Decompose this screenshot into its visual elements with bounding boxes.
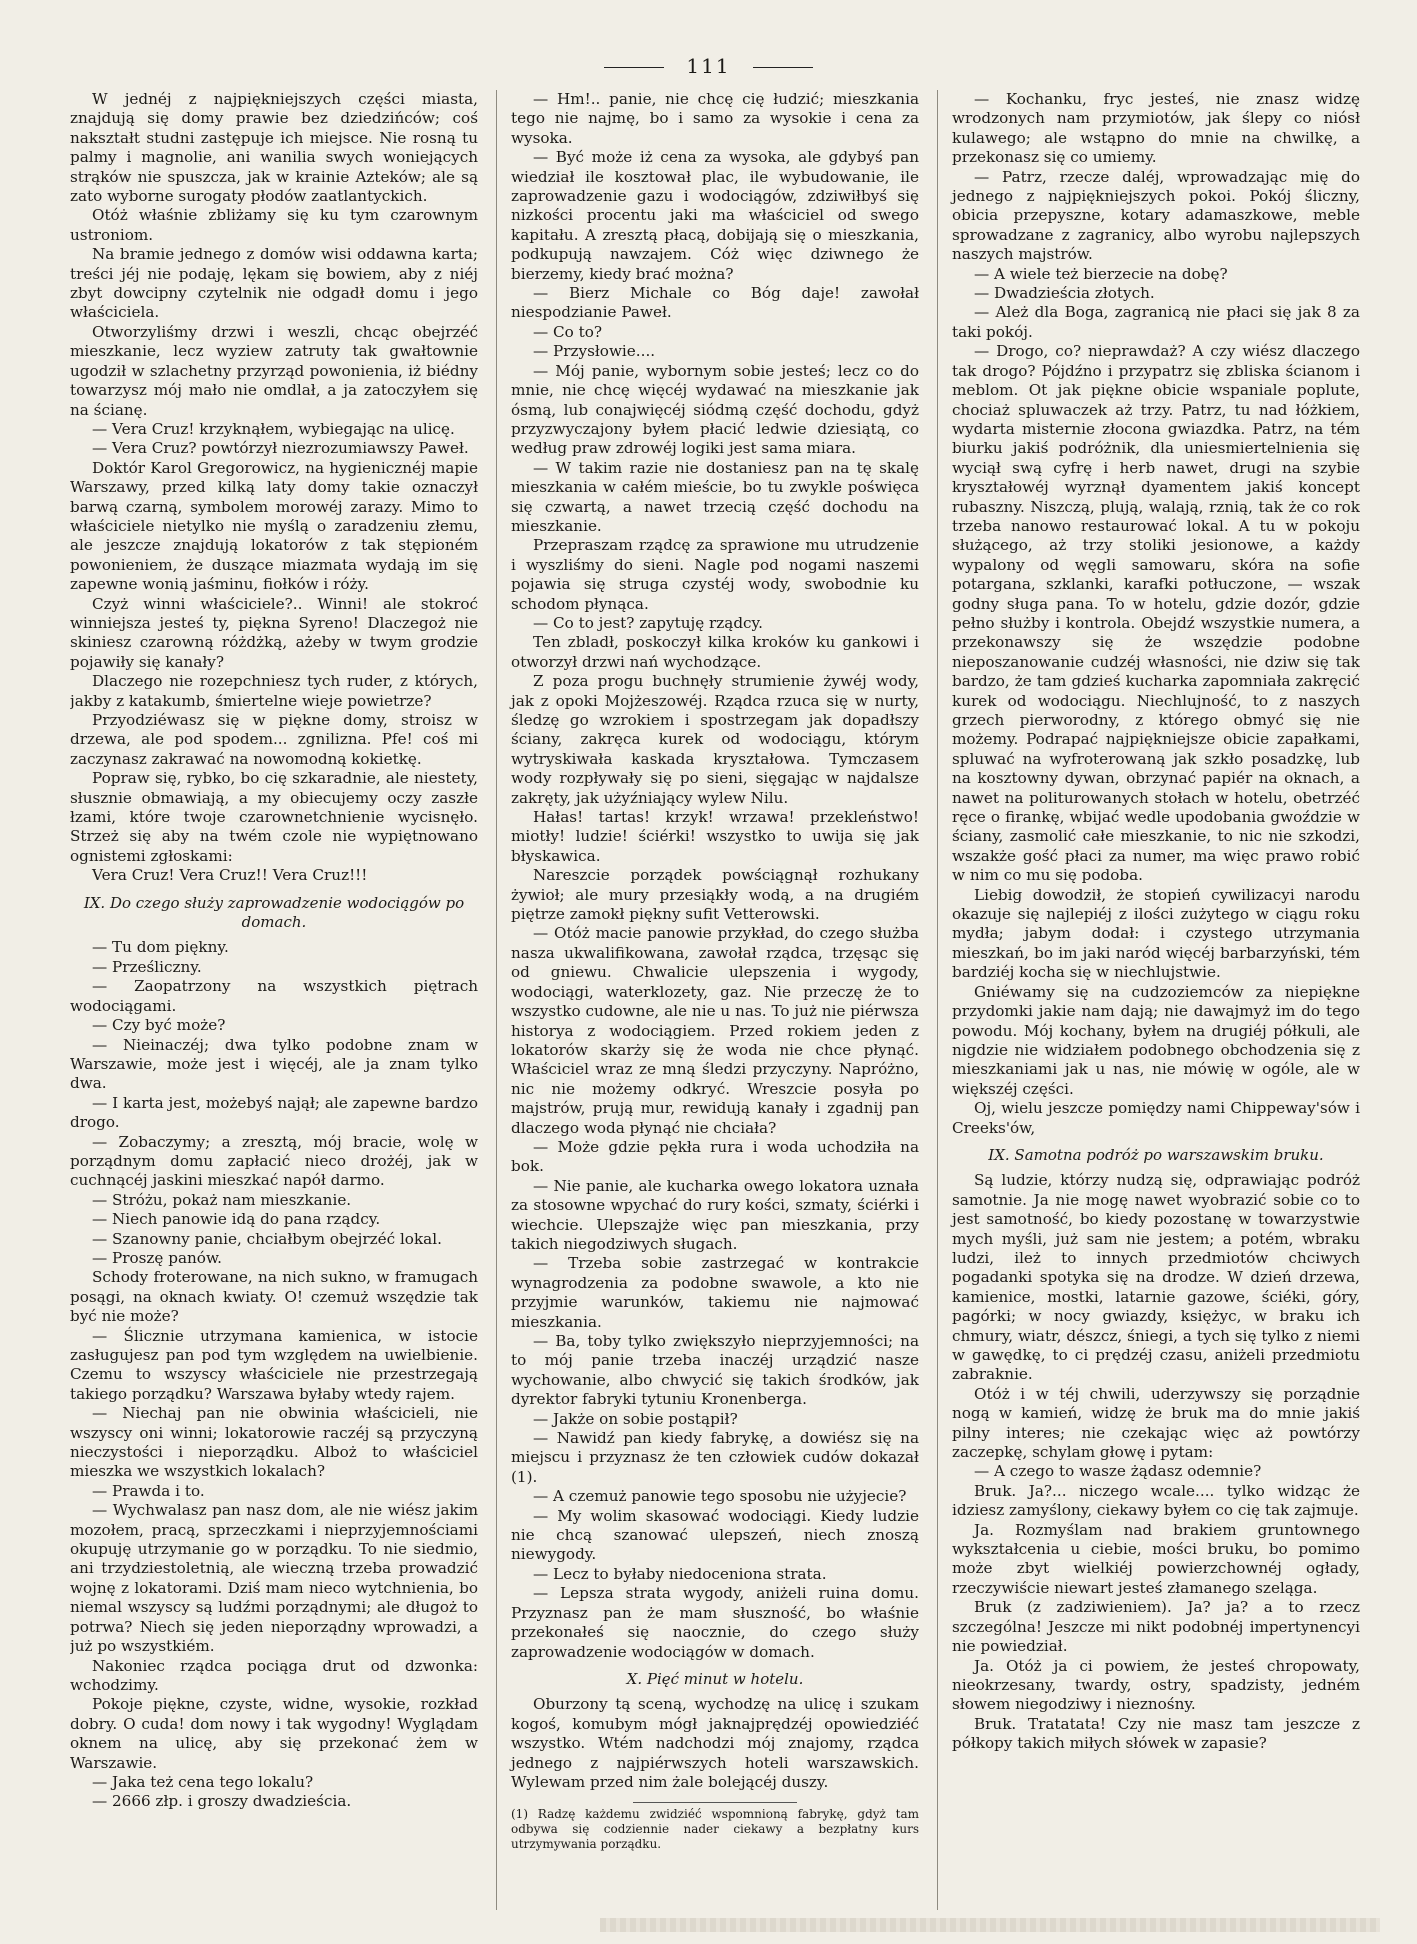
paragraph: — Zaopatrzony na wszystkich piętrach wodociągami.: [70, 977, 478, 1015]
text-columns: [70, 90, 1360, 1910]
paragraph: — Zobaczymy; a zresztą, mój bracie, wolę w porządnym domu zapłacić nieco drożéj, jak w cuchnącéj jaskini mieszkać napół darmo.: [70, 1132, 478, 1190]
paragraph: Popraw się, rybko, bo cię szkaradnie, ale niestety, słusznie obmawiają, a my obiecujemy oczy zaszłe łzami, które twoje czarownetchnienie wycisnęło. Strzeż się aby na twém czole nie wypiętnowano ognistemi zgłoskami:: [70, 769, 478, 865]
paragraph: Ja. Rozmyślam nad brakiem gruntownego wykształcenia u ciebie, mości bruku, bo pomimo może zbyt wielkiéj powierzchownéj ogłady, rzeczywiście niewart jesteś złamanego szeląga.: [952, 1520, 1360, 1597]
paragraph: — Szanowny panie, chciałbym obejrzéć lokal.: [92, 1229, 442, 1248]
paragraph: Oj, wielu jeszcze pomiędzy nami Chippeway'sów i Creeks'ów,: [952, 1099, 1360, 1137]
paragraph: — Ależ dla Boga, zagranicą nie płaci się jak 8 za taki pokój.: [952, 303, 1360, 341]
paragraph: — Wychwalasz pan nasz dom, ale nie wiész jakim mozołem, pracą, sprzeczkami i nieprzyjemnościami okupuję utrzymanie go w porządku. To nie siedmio, ani trzydziestoletnią, ale wieczną trzeba prowadzić wojnę z lokatorami. Dziś mam nieco wytchnienia, bo niemal wszyscy są ludźmi porządnymi; ale długoż to potrwa? Niech się jeden nieporządny wprowadzi, a już po wszystkiém.: [70, 1501, 478, 1656]
paragraph: — Drogo, co? nieprawdaż? A czy wiész dlaczego tak drogo? Pójdźno i przypatrz się zbliska ścianom i meblom. Ot jak piękne obicie wspaniale poplute, chociaż spluwaczek aż trzy. Patrz, tu nad łóżkiem, wydarta misternie złocona gwiazdka. Patrz, na tém biurku jakiś podróżnik, dla uniesmiertelnienia się wyciął swą cyfrę i herb nawet, drugi na szybie kryształowéj wyrznął dyamentem jakiś koncept rubaszny. Niszczą, plują, walają, rznią, tak że co rok trzeba nanowo restaurować lokal. A tu w pokoju służącego, aż trzy stoliki jesionowe, a każdy wypalony od węgli samowaru, skóra na sofie potargana, szklanki, karafki potłuczone, — wszak godny sługa pana. To w hotelu, gdzie dozór, gdzie pełno służby i kontrola. Obejdź wszystkie numera, a przekonawszy się że wszędzie podobne nieposzanowanie cudzéj własności, nie dziw się tak bardzo, że tam gdzieś kucharka zapomniała zakręcić kurek od wodociągu. Niechlujność, to z naszych grzech pierworodny, z którego obmyć się nie możemy. Podrapać najpiękniejsze obicie zapałkami, spluwać na wyfroterowaną jak szkło posadzkę, lub na kosztowny dywan, obrzynać papiér na oknach, a nawet na politurowanych stołach w hotelu, obetrzéć ręce o firankę, wbijać wedle upodobania gwoździe w ściany, zasmolić całe mieszkanie, to nic nie szkodzi, wszakże gość płaci za numer, ma więc prawo robić w nim co mu się podoba.: [952, 342, 1360, 885]
paragraph: — W takim razie nie dostaniesz pan na tę skalę mieszkania w całém mieście, bo tu zwykle poświęca się czwartą, a nawet trzecią część dochodu na mieszkanie.: [511, 458, 919, 535]
paragraph: — Nawidź pan kiedy fabrykę, a dowiész się na miejscu i przyznasz że ten człowiek cudów dokazał (1).: [511, 1429, 919, 1486]
paragraph: Vera Cruz! Vera Cruz!! Vera Cruz!!!: [92, 866, 368, 885]
paragraph: — Trzeba sobie zastrzegać w kontrakcie wynagrodzenia za podobne swawole, a kto nie przyjmie warunków, takiemu nie najmować mieszkania.: [511, 1254, 919, 1331]
paragraph: Czyż winni właściciele?.. Winni! ale stokroć winniejsza jesteś ty, piękna Syreno! Dlaczegoż nie skiniesz czarowną różdżką, ażeby w twym grodzie pojawiły się kanały?: [70, 594, 478, 671]
paragraph: Bruk. Ja?... niczego wcale.... tylko widząc że idziesz zamyślony, ciekawy byłem co cię tak zajmuje.: [952, 1481, 1360, 1520]
paragraph: — Niechaj pan nie obwinia właścicieli, nie wszyscy oni winni; lokatorowie raczéj są przyczyną nieczystości i nieporządku. Alboż to właściciel mieszka we wszystkich lokalach?: [70, 1404, 478, 1481]
paragraph: — Lecz to byłaby niedoceniona strata.: [533, 1564, 827, 1583]
paragraph: — Prawda i to.: [92, 1481, 205, 1500]
paragraph: Dlaczego nie rozepchniesz tych ruder, z których, jakby z katakumb, śmiertelne wieje powietrze?: [70, 672, 478, 710]
paragraph: — Stróżu, pokaż nam mieszkanie.: [92, 1190, 352, 1209]
paragraph: Ja. Otóż ja ci powiem, że jesteś chropowaty, nieokrzesany, twardy, ostry, spadzisty, jedném słowem niegodziwy i nieznośny.: [952, 1656, 1360, 1714]
paragraph: — Mój panie, wybornym sobie jesteś; lecz co do mnie, nie chcę więcéj wydawać na mieszkanie jak ósmą, lub conajwięcéj siódmą część dochodu, gdyż przyzwyczajony byłem płacić ledwie dziesiątą, co według praw zdrowéj logiki jest sama miara.: [511, 361, 919, 458]
paragraph: Doktór Karol Gregorowicz, na hygienicznéj mapie Warszawy, przed kilką laty domy takie oznaczył barwą czarną, symbolem morowéj zarazy. Mimo to właściciele nietylko nie myślą o zaradzeniu złemu, ale jeszcze znajdują lokatorów z tak stępioném powonieniem, że duszące miazmata wydają im się zapewne wonią jaśminu, fiołków i róży.: [70, 458, 478, 594]
paragraph: — Jaka też cena tego lokalu?: [92, 1772, 314, 1791]
paragraph: — Co to?: [533, 322, 602, 341]
footnote-rule: [633, 1802, 796, 1803]
folio-rule-right: [753, 67, 813, 68]
paragraph: — A czego to wasze żądasz odemnie?: [974, 1462, 1262, 1481]
paragraph: — Lepsza strata wygody, aniżeli ruina domu. Przyznasz pan że mam słuszność, bo właśnie przekonałeś się naocznie, do czego służy zaprowadzenie wodociągów w domach.: [511, 1584, 919, 1661]
paragraph: Schody froterowane, na nich sukno, w framugach posągi, na oknach kwiaty. O! czemuż wszędzie tak być nie może?: [70, 1268, 478, 1326]
paragraph: Otworzyliśmy drzwi i weszli, chcąc obejrzéć mieszkanie, lecz wyziew zatruty tak gwałtownie ugodził w szlachetny przyrząd powonienia, iż biédny towarzysz mój mało nie omdlał, a ja zatoczyłem się na ścianę.: [70, 322, 478, 419]
footnote: (1) Radzę każdemu zwidziéć wspomnioną fabrykę, gdyż tam odbywa się codziennie nader ciekawy a bezpłatny kurs utrzymywania porządku.: [511, 1807, 919, 1852]
paragraph: Otóż właśnie zbliżamy się ku tym czarownym ustroniom.: [70, 206, 478, 244]
paragraph: — Tu dom piękny.: [92, 938, 229, 957]
paragraph: — My wolim skasować wodociągi. Kiedy ludzie nie chcą szanować ulepszeń, niech znoszą niewygody.: [511, 1506, 919, 1564]
paragraph: Otóż i w téj chwili, uderzywszy się porządnie nogą w kamień, widzę że bruk ma do mnie jakiś pilny interes; nie czekając więc aż powtórzy zaczepkę, schylam głowę i pytam:: [952, 1384, 1360, 1462]
paragraph: — Niech panowie idą do pana rządcy.: [92, 1210, 381, 1229]
paragraph: — Ślicznie utrzymana kamienica, w istocie zasługujesz pan pod tym względem na uwielbienie. Czemu to wszyscy właściciele nie przestrzegają takiego porządku? Warszawa byłaby wtedy rajem.: [70, 1326, 478, 1403]
paragraph: Gniéwamy się na cudzoziemców za niepiękne przydomki jakie nam dają; nie dawajmyż im do tego powodu. Mój kochany, byłem na drugiéj półkuli, ale nigdzie nie widziałem podobnego obchodzenia się z mieszkaniami jak u nas, nie mówię w ogóle, ale w większéj części.: [952, 982, 1360, 1098]
paragraph: — Vera Cruz! krzyknąłem, wybiegając na ulicę.: [92, 419, 455, 438]
paragraph: Przyodziéwasz się w piękne domy, stroisz w drzewa, ale pod spodem... zgnilizna. Pfe! coś mi zaczynasz zakrawać na nowomodną kokietkę.: [70, 711, 478, 768]
paragraph: Bruk (z zadziwieniem). Ja? ja? a to rzecz szczególna! Jeszcze mi nikt podobnéj impertynencyi nie powiedział.: [952, 1598, 1360, 1656]
paragraph: — Vera Cruz? powtórzył niezrozumiawszy Paweł.: [92, 439, 469, 458]
paragraph: — Co to jest? zapytuję rządcy.: [533, 613, 763, 632]
paragraph: Liebig dowodził, że stopień cywilizacyi narodu okazuje się najlepiéj z ilości zużytego w ciągu roku mydła; jabym dodał: i czystego utrzymania mieszkań, bo im jaki naród więcéj barbarzyński, tém bardziéj kocha się w niechlujstwie.: [952, 885, 1360, 982]
paragraph: — Patrz, rzecze daléj, wprowadzając mię do jednego z najpiękniejszych pokoi. Pokój śliczny, obicia przepyszne, kotary adamaszkowe, meble sprowadzane z zagranicy, albo wyrobu najlepszych naszych majstrów.: [952, 167, 1360, 264]
paragraph: Na bramie jednego z domów wisi oddawna karta; treści jéj nie podaję, lękam się bowiem, aby z niéj zbyt dowcipny czytelnik nie odgadł domu i jego właściciela.: [70, 245, 478, 322]
paragraph: Hałas! tartas! krzyk! wrzawa! przekleństwo! miotły! ludzie! ściérki! wszystko to uwija się jak błyskawica.: [511, 808, 919, 865]
paragraph: — Ba, toby tylko zwiększyło nieprzyjemności; na to mój panie trzeba inaczéj urządzić nasze wychowanie, albo chwycić się takich środków, jak dyrektor fabryki tytuniu Kronenberga.: [511, 1332, 919, 1409]
section-heading: X. Pięć minut w hotelu.: [626, 1669, 804, 1688]
paragraph: — Hm!.. panie, nie chcę cię łudzić; mieszkania tego nie najmę, bo i samo za wysokie i cena za wysoka.: [511, 90, 919, 147]
column-3: [937, 90, 1360, 1910]
paragraph: Ten zbladł, poskoczył kilka kroków ku gankowi i otworzył drzwi nań wychodzące.: [511, 633, 919, 671]
column-2: [496, 90, 919, 1910]
section-heading: IX. Samotna podróż po warszawskim bruku.: [988, 1145, 1324, 1164]
paragraph: — Nie panie, ale kucharka owego lokatora uznała za stosowne wpychać do rury kości, szmaty, ściérki i wiechcie. Ulepszajże więc pan mieszkania, przy takich niegodziwych sługach.: [511, 1176, 919, 1253]
paragraph: — Dwadzieścia złotych.: [974, 284, 1155, 303]
paragraph: Bruk. Tratatata! Czy nie masz tam jeszcze z półkopy takich miłych słówek w zapasie?: [952, 1714, 1360, 1753]
paragraph: — I karta jest, możebyś najął; ale zapewne bardzo drogo.: [70, 1093, 478, 1132]
paragraph: — Nieinaczéj; dwa tylko podobne znam w Warszawie, może jest i więcéj, ale ja znam tylko dwa.: [70, 1035, 478, 1093]
paragraph: Nakoniec rządca pociąga drut od dzwonka: wchodzimy.: [70, 1656, 478, 1694]
paragraph: — A wiele też bierzecie na dobę?: [974, 264, 1228, 283]
paragraph: — Bierz Michale co Bóg daje! zawołał niespodzianie Paweł.: [511, 284, 919, 322]
paragraph: — A czemuż panowie tego sposobu nie użyjecie?: [533, 1487, 907, 1506]
paragraph: — Przysłowie....: [533, 342, 656, 361]
paragraph: — Jakże on sobie postąpił?: [533, 1409, 738, 1428]
folio-rule-left: [604, 67, 664, 68]
column-1: [70, 90, 478, 1910]
paragraph: — Kochanku, fryc jesteś, nie znasz widzę wrodzonych nam przymiotów, jak ślepy co niósł kulawego; ale wstąpno do mnie na chwilkę, a przekonasz się co umiemy.: [952, 90, 1360, 167]
paragraph: — Być może iż cena za wysoka, ale gdybyś pan wiedział ile kosztował plac, ile wybudowanie, ile zaprowadzenie gazu i wodociągów, zdziwiłbyś się nizkości procentu jaki ma właściciel od swego kapitału. A zresztą płacą, dobijają się o mieszkania, podkupują nawzajem. Cóż więc dziwnego że bierzemy, kiedy brać można?: [511, 148, 919, 283]
paragraph: — Proszę panów.: [92, 1248, 222, 1267]
paragraph: Nareszcie porządek powściągnął rozhukany żywioł; ale mury przesiąkły wodą, a na drugiém piętrze zamokł piękny sufit Vetterowski.: [511, 866, 919, 924]
paragraph: Pokoje piękne, czyste, widne, wysokie, rozkład dobry. O cuda! dom nowy i tak wygodny! Wyglądam oknem na ulicę, aby się przekonać żem w Warszawie.: [70, 1695, 478, 1772]
paragraph: — Może gdzie pękła rura i woda uchodziła na bok.: [511, 1137, 919, 1176]
paragraph: Oburzony tą sceną, wychodzę na ulicę i szukam kogoś, komubym mógł jaknajprędzéj opowiedziéć wszystko. Wtém nadchodzi mój znajomy, rządca jednego z najpiérwszych hoteli warszawskich. Wylewam przed nim żale bolejącéj duszy.: [511, 1695, 919, 1791]
section-heading: IX. Do czego służy zaprowadzenie wodociągów po domach.: [83, 893, 465, 932]
paragraph: — Prześliczny.: [92, 957, 202, 976]
folio-number: 111: [686, 54, 731, 78]
paragraph: — Czy być może?: [92, 1016, 226, 1035]
paragraph: — 2666 złp. i groszy dwadzieścia.: [92, 1792, 352, 1811]
scan-bottom-bleed: [600, 1918, 1380, 1932]
paragraph: Przepraszam rządcę za sprawione mu utrudzenie i wyszliśmy do sieni. Nagle pod nogami naszemi pojawia się struga czystéj wody, swobodnie ku schodom płynąca.: [511, 536, 919, 613]
paragraph: Z poza progu buchnęły strumienie żywéj wody, jak z opoki Mojżeszowéj. Rządca rzuca się w nurty, śledzę go wzrokiem i spostrzegam jak dopadłszy ściany, zakręca kurek od wodociągu, którym wytryskiwała kaskada kryształowa. Tymczasem wody rozpływały się po sieni, sięgając w najdalsze zakręty, jak użyźniający wylew Nilu.: [511, 672, 919, 807]
paragraph: Są ludzie, którzy nudzą się, odprawiając podróż samotnie. Ja nie mogę nawet wyobrazić sobie co to jest samotność, bo kiedy pozostanę w towarzystwie mych myśli, już sam nie jestem; a potém, wbraku ludzi, ileż to innych przedmiotów chciwych pogadanki spotyka się na drodze. W dzień drzewa, kamienice, mostki, latarnie gazowe, ściéki, góry, pagórki; w nocy gwiazdy, księżyc, w braku ich chmury, wiatr, dészcz, śniegi, a tych się tylko z niemi w gawędkę, to ci prędzéj czasu, aniżeli przedmiotu zabraknie.: [952, 1171, 1360, 1384]
paragraph: — Otóż macie panowie przykład, do czego służba nasza ukwalifikowana, zawołał rządca, trzęsąc się od gniewu. Chwalicie ulepszenia i wygody, wodociągi, waterklozety, gaz. Nie przeczę że to wszystko cudowne, ale nie u nas. To już nie piérwsza historya z wodociągiem. Przed rokiem jeden z lokatorów skarży się że woda nie chce płynąć. Właściciel wraz ze mną śledzi przyczyny. Napróżno, nic nie możemy odkryć. Wreszcie posyła po majstrów, prują mur, rewidują kanały i zgadnij pan dlaczego woda płynąć nie chciała?: [511, 924, 919, 1137]
page-number: [0, 54, 1417, 78]
paragraph: W jednéj z najpiękniejszych części miasta, znajdują się domy prawie bez dziedzińców; coś nakształt studni zastępuje ich miejsce. Nie rosną tu palmy i magnolie, ani wanilia swych woniejących strąków nie spuszcza, jak w krainie Azteków; ale są zato wyborne surogaty płodów zaatlantyckich.: [70, 90, 478, 206]
